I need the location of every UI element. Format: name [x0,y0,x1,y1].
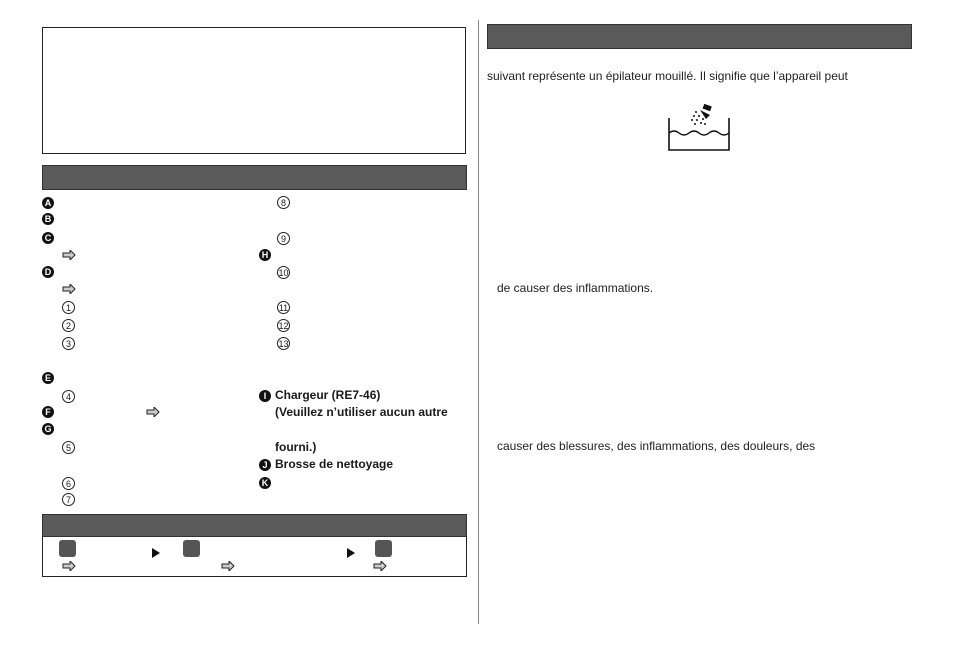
charger-label: Chargeur (RE7-46) [275,388,381,402]
charger-note-line1: (Veuillez n’utiliser aucun autre [275,405,448,419]
item-11: 11 [278,303,289,313]
arrow-icon [221,561,235,571]
label-d: D [42,266,54,278]
next-arrow-icon [152,548,160,558]
notice-box [42,27,466,154]
arrow-icon [373,561,387,571]
item-13: 13 [278,339,289,349]
charger-note-line2: fourni.) [275,440,317,454]
label-g: G [42,423,54,435]
flow-box [42,536,467,577]
step-2-marker [183,540,200,557]
label-h: H [259,249,271,261]
paragraph-line-1: suivant représente un épilateur mouillé. Il signifie que l’appareil peut [487,69,848,83]
label-e: E [42,372,54,384]
item-9: 9 [277,231,290,245]
step-1-marker [59,540,76,557]
item-12: 12 [278,321,289,331]
item-4: 4 [62,389,75,403]
step-3-marker [375,540,392,557]
paragraph-line-3: causer des blessures, des inflammations, des douleurs, des [497,439,816,453]
item-3: 3 [62,336,75,350]
label-k: K [259,477,271,489]
wet-use-icon [666,104,732,154]
item-5: 5 [62,440,75,454]
arrow-icon [146,407,160,417]
flow-header-bar [42,514,467,537]
label-a: A [42,197,54,209]
label-f: F [42,406,54,418]
item-10: 10 [278,268,289,278]
label-i: I [259,390,271,402]
arrow-icon [62,561,76,571]
item-6: 6 [62,476,75,490]
item-7: 7 [62,492,75,506]
right-header-bar [487,24,912,49]
item-1: 1 [62,300,75,314]
arrow-icon [62,250,76,260]
next-arrow-icon [347,548,355,558]
item-2: 2 [62,318,75,332]
label-c: C [42,232,54,244]
label-b: B [42,213,54,225]
item-8: 8 [277,195,290,209]
label-j: J [259,459,271,471]
paragraph-line-2: de causer des inflammations. [497,281,654,295]
brush-label: Brosse de nettoyage [275,457,394,471]
page-divider [478,20,479,624]
arrow-icon [62,284,76,294]
section-header-bar [42,165,467,190]
